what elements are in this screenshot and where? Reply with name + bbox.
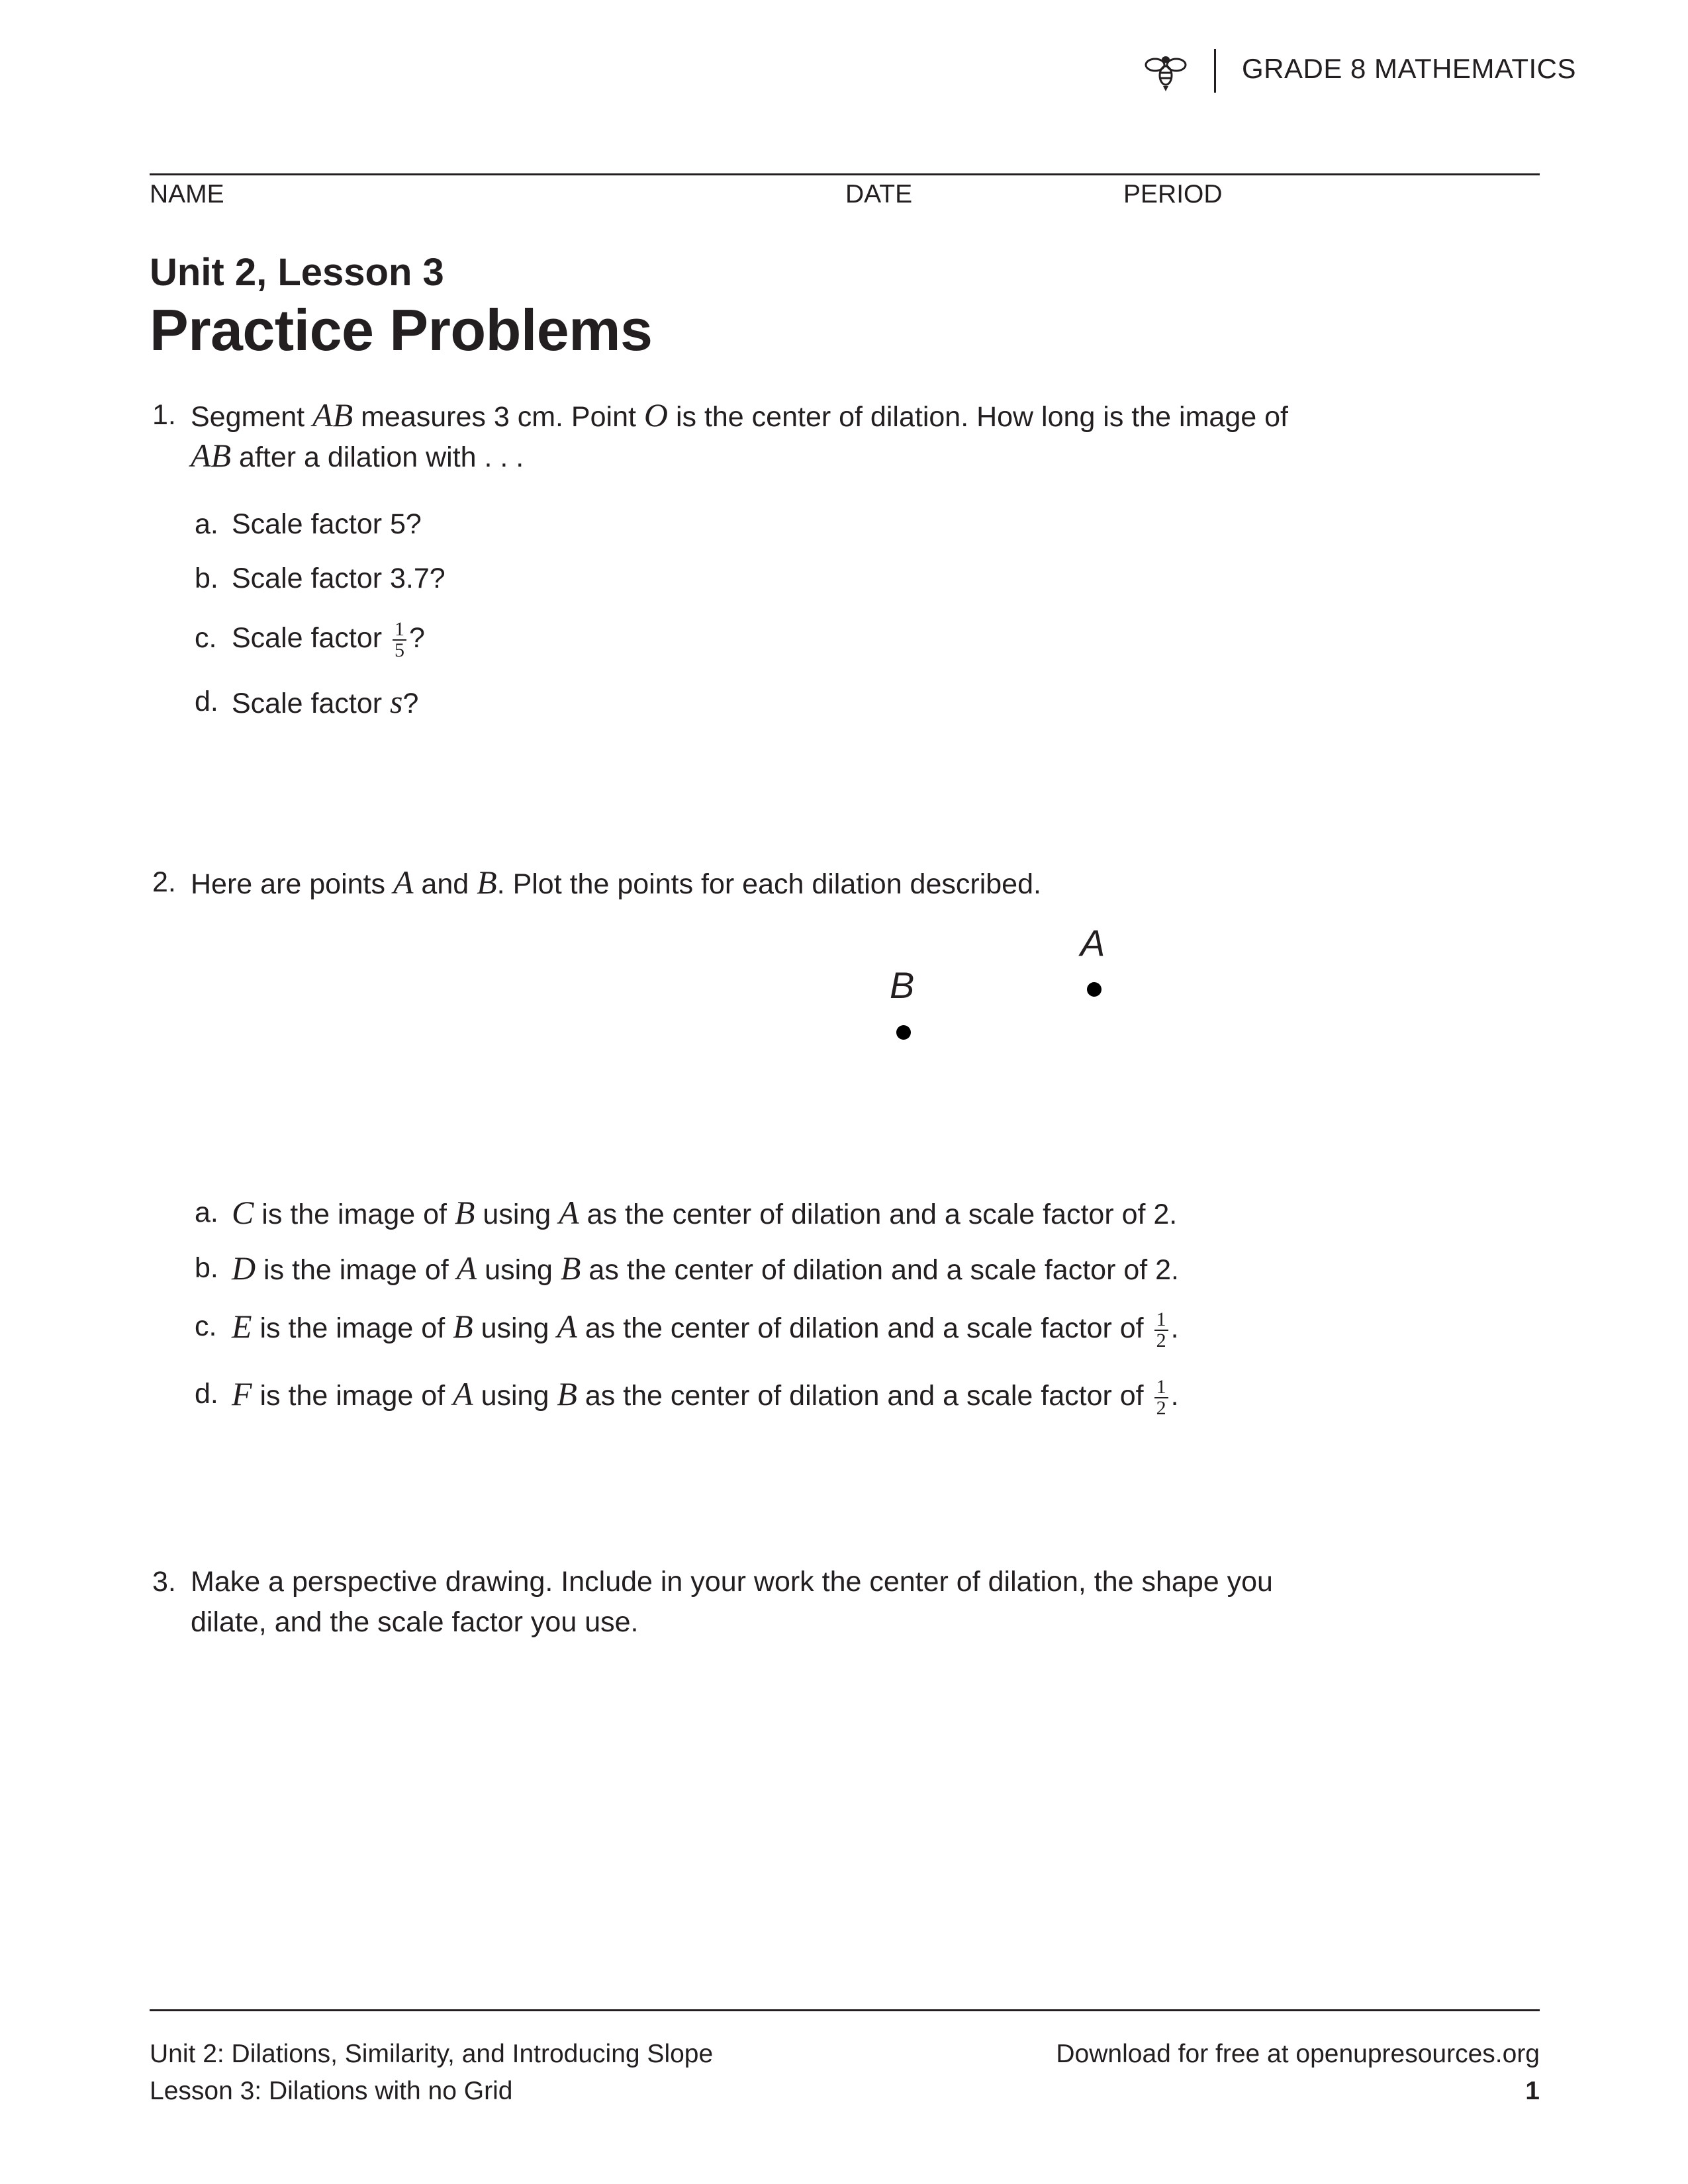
point-a-label: A xyxy=(1080,922,1105,964)
problem-2d-text: F is the image of A using B as the center of dilation and a scale factor of $\frac{1}{2}$ . xyxy=(232,1375,1179,1419)
problem-1c-text: Scale factor $\frac{1}{5}$ ? xyxy=(232,617,425,661)
fraction: $\frac{1}{2}$ xyxy=(1154,1310,1168,1351)
header-divider xyxy=(1214,49,1216,93)
footer-unit: Unit 2: Dilations, Similarity, and Introducing Slope xyxy=(150,2040,714,2068)
grade-label: GRADE 8 MATHEMATICS xyxy=(1242,53,1576,84)
problem-1-text-line2: AB after a dilation with . . . xyxy=(191,437,524,474)
problem-3-text-line2: dilate, and the scale factor you use. xyxy=(191,1606,639,1638)
unit-lesson-heading: Unit 2, Lesson 3 xyxy=(150,251,444,294)
top-rule xyxy=(150,173,1540,175)
name-field-label: NAME xyxy=(150,180,224,208)
problem-2d-label: d. xyxy=(195,1378,218,1410)
point-a-dot xyxy=(1087,982,1102,997)
problem-1c-label: c. xyxy=(195,622,217,654)
problem-1d-label: d. xyxy=(195,686,218,717)
problem-2a-text: C is the image of B using A as the center of dilation and a scale factor of 2. xyxy=(232,1194,1178,1231)
problem-1-text-line1: Segment AB measures 3 cm. Point O is the center of dilation. How long is the image of xyxy=(191,396,1288,433)
date-field-label: DATE xyxy=(845,180,913,208)
footer-lesson: Lesson 3: Dilations with no Grid xyxy=(150,2077,513,2105)
page-number: 1 xyxy=(1525,2077,1540,2105)
problem-1a-text: Scale factor 5? xyxy=(232,508,422,540)
problem-1b-label: b. xyxy=(195,563,218,594)
problem-1-number: 1. xyxy=(152,399,176,431)
problem-1d-text: Scale factor s? xyxy=(232,683,419,720)
footer-download-link[interactable]: Download for free at openupresources.org xyxy=(1056,2040,1540,2068)
problem-2b-text: D is the image of A using B as the center of dilation and a scale factor of 2. xyxy=(232,1250,1179,1287)
fraction: $\frac{1}{5}$ xyxy=(393,619,406,660)
problem-2b-label: b. xyxy=(195,1252,218,1284)
problem-2c-label: c. xyxy=(195,1310,217,1342)
problem-2c-text: E is the image of B using A as the center of dilation and a scale factor of $\frac{1}{2}$ . xyxy=(232,1308,1179,1351)
fraction: $\frac{1}{2}$ xyxy=(1154,1377,1168,1418)
page-title: Practice Problems xyxy=(150,297,653,363)
problem-2-number: 2. xyxy=(152,866,176,898)
problem-2-text: Here are points A and B. Plot the points for each dilation described. xyxy=(191,864,1041,901)
period-field-label: PERIOD xyxy=(1123,180,1223,208)
problem-1a-label: a. xyxy=(195,508,218,540)
point-b-dot xyxy=(896,1025,911,1040)
problem-1b-text: Scale factor 3.7? xyxy=(232,563,445,594)
problem-3-number: 3. xyxy=(152,1566,176,1598)
point-b-label: B xyxy=(890,964,915,1006)
problem-3-text-line1: Make a perspective drawing. Include in your work the center of dilation, the shape you xyxy=(191,1566,1273,1598)
bee-logo-icon xyxy=(1144,49,1188,93)
problem-2a-label: a. xyxy=(195,1197,218,1228)
footer-rule xyxy=(150,2009,1540,2011)
